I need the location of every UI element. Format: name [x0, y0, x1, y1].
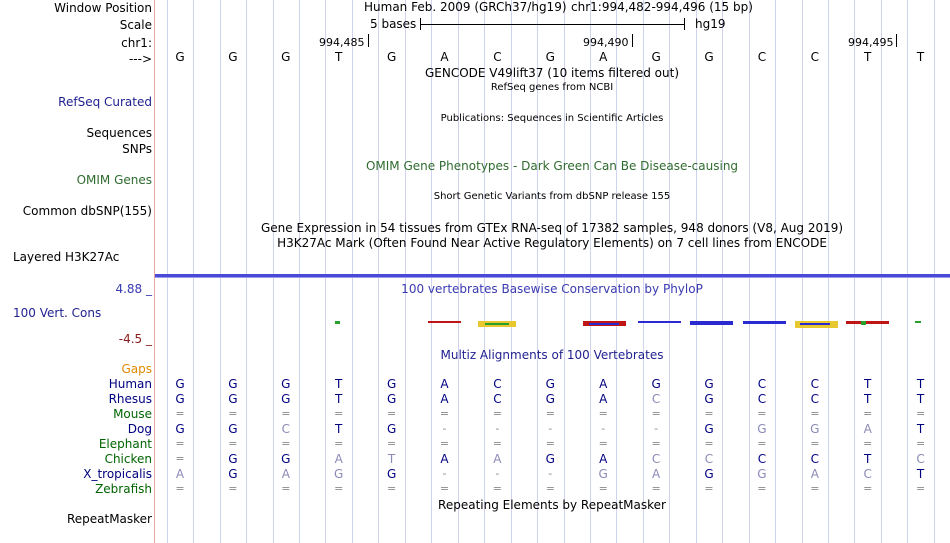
label-border	[154, 0, 155, 543]
alignment-base: =	[757, 407, 767, 420]
alignment-base: G	[334, 467, 344, 481]
alignment-base: =	[598, 407, 608, 420]
alignment-base: A	[599, 377, 608, 391]
chrom-label: chr1:	[121, 36, 152, 50]
alignment-base: A	[440, 377, 449, 391]
tick-label: 994,495	[848, 36, 894, 49]
alignment-base: -	[548, 422, 553, 435]
alignment-base: =	[439, 407, 450, 420]
alignment-base: =	[863, 407, 873, 420]
alignment-base: A	[281, 467, 290, 481]
alignment-base: G	[281, 392, 291, 406]
alignment-base: =	[175, 452, 185, 465]
alignment-base: G	[386, 377, 397, 391]
alignment-base: G	[704, 467, 714, 481]
alignment-base: G	[545, 392, 555, 406]
base-letter: A	[599, 50, 608, 64]
alignment-base: C	[757, 392, 767, 406]
logo-mark	[589, 323, 619, 325]
conservation-track-title: 100 vertebrates Basewise Conservation by PhyloP	[401, 282, 703, 296]
alignment-base: =	[757, 482, 767, 495]
alignment-base: -	[495, 467, 500, 480]
alignment-base: C	[863, 467, 872, 481]
track-separator-shadow	[155, 277, 950, 278]
conservation-max-label: 4.88 _	[115, 282, 152, 296]
gtex-track-title: Gene Expression in 54 tissues from GTEx RNA-seq of 17382 samples, 948 donors (V8, Aug 2019)	[260, 221, 844, 235]
base-letter: C	[493, 50, 502, 64]
grid-line	[749, 0, 750, 543]
alignment-base: =	[175, 437, 185, 450]
alignment-base: =	[651, 437, 661, 450]
species-label-mouse[interactable]: Mouse	[113, 407, 152, 421]
alignment-base: =	[281, 482, 291, 495]
logo-mark	[335, 321, 340, 324]
grid-line	[669, 0, 670, 543]
alignment-base: =	[704, 407, 714, 420]
alignment-base: =	[439, 437, 450, 450]
alignment-base: T	[864, 392, 872, 406]
alignment-base: =	[810, 407, 820, 420]
gaps-label: Gaps	[121, 362, 152, 376]
alignment-base: =	[228, 407, 238, 420]
tick-mark	[368, 34, 369, 47]
assembly-title: Human Feb. 2009 (GRCh37/hg19)	[364, 0, 567, 14]
alignment-base: =	[281, 407, 291, 420]
alignment-base: T	[916, 377, 925, 391]
alignment-base: -	[654, 422, 659, 435]
base-letter: T	[335, 50, 343, 64]
alignment-base: =	[598, 437, 608, 450]
grid-line	[352, 0, 353, 543]
base-letter: T	[916, 50, 925, 64]
grid-line	[378, 0, 379, 543]
alignment-base: =	[386, 407, 397, 420]
alignment-base: A	[810, 467, 819, 481]
logo-mark	[743, 321, 786, 324]
grid-line	[405, 0, 406, 543]
grid-line	[193, 0, 194, 543]
alignment-base: -	[495, 422, 500, 435]
base-letter: A	[440, 50, 449, 64]
scale-bar	[420, 24, 684, 25]
grid-line	[722, 0, 723, 543]
refseq-track-title: RefSeq genes from NCBI	[490, 82, 614, 93]
alignment-base: G	[228, 422, 238, 436]
alignment-base: C	[757, 377, 767, 391]
alignment-base: G	[386, 422, 397, 436]
alignment-base: G	[704, 392, 714, 406]
alignment-base: T	[387, 452, 396, 466]
base-letter: T	[864, 50, 872, 64]
alignment-base: =	[386, 437, 397, 450]
grid-line	[854, 0, 855, 543]
alignment-base: C	[651, 392, 661, 406]
alignment-base: A	[440, 392, 449, 406]
alignment-base: G	[386, 467, 397, 481]
grid-line	[484, 0, 485, 543]
grid-line	[696, 0, 697, 543]
alignment-base: C	[810, 452, 819, 466]
logo-mark	[638, 321, 681, 323]
alignment-base: =	[757, 437, 767, 450]
omim-genes-label[interactable]: OMIM Genes	[76, 173, 152, 187]
alignment-base: G	[545, 452, 555, 466]
alignment-base: =	[492, 407, 502, 420]
dbsnp-track-label[interactable]: Common dbSNP(155)	[22, 204, 152, 218]
grid-line	[775, 0, 776, 543]
base-letter: C	[757, 50, 767, 64]
species-label-dog[interactable]: Dog	[127, 422, 152, 436]
grid-line	[881, 0, 882, 543]
logo-mark	[846, 321, 889, 324]
grid-line	[220, 0, 221, 543]
alignment-base: =	[334, 407, 344, 420]
grid-line	[802, 0, 803, 543]
grid-line	[643, 0, 644, 543]
alignment-base: G	[175, 422, 185, 436]
alignment-base: G	[704, 377, 714, 391]
alignment-base: =	[386, 482, 397, 495]
logo-mark	[861, 321, 866, 325]
alignment-base: =	[651, 407, 661, 420]
alignment-base: G	[228, 377, 238, 391]
alignment-base: =	[915, 482, 926, 495]
alignment-base: G	[704, 422, 714, 436]
alignment-base: A	[334, 452, 343, 466]
alignment-base: T	[335, 422, 343, 436]
refseq-track-label[interactable]: RefSeq Curated	[58, 95, 152, 109]
alignment-base: -	[442, 467, 447, 480]
alignment-base: C	[916, 452, 925, 466]
conservation-logo-plot	[155, 310, 950, 335]
scale-label: Scale	[119, 18, 152, 32]
alignment-base: =	[228, 437, 238, 450]
alignment-base: =	[863, 437, 873, 450]
grid-line	[616, 0, 617, 543]
grid-line	[273, 0, 274, 543]
alignment-base: =	[598, 482, 608, 495]
alignment-base: G	[281, 452, 291, 466]
h3k27ac-track-label[interactable]: Layered H3K27Ac	[13, 250, 120, 264]
omim-phenotype-title: OMIM Gene Phenotypes - Dark Green Can Be Disease-causing	[365, 159, 739, 173]
logo-mark	[915, 321, 921, 323]
alignment-base: C	[757, 452, 767, 466]
publications-track-label[interactable]: Sequences	[86, 126, 152, 140]
alignment-base: G	[757, 467, 767, 481]
alignment-base: =	[651, 482, 661, 495]
repeatmasker-track-title: Repeating Elements by RepeatMasker	[438, 498, 666, 512]
base-letter: G	[281, 50, 291, 64]
alignment-base: G	[228, 392, 238, 406]
species-label-elephant[interactable]: Elephant	[98, 437, 152, 451]
alignment-base: A	[440, 452, 449, 466]
alignment-base: G	[281, 377, 291, 391]
species-label-rhesus[interactable]: Rhesus	[108, 392, 152, 406]
alignment-base: =	[863, 482, 873, 495]
alignment-base: G	[810, 422, 820, 436]
scale-db: hg19	[695, 17, 726, 31]
grid-line	[167, 0, 168, 543]
logo-mark	[428, 321, 461, 323]
h3k27ac-track-title: H3K27Ac Mark (Often Found Near Active Regulatory Elements) on 7 cell lines from ENCODE	[277, 236, 827, 250]
species-label-zebrafish[interactable]: Zebrafish	[95, 482, 152, 496]
position-coords: chr1:994,482-994,496 (15 bp)	[571, 0, 753, 14]
alignment-base: T	[335, 392, 343, 406]
grid-line	[325, 0, 326, 543]
scale-bar-tick-left	[420, 18, 421, 30]
alignment-base: C	[704, 452, 714, 466]
base-letter: G	[651, 50, 661, 64]
alignment-base: =	[228, 482, 238, 495]
alignment-base: T	[916, 467, 925, 481]
multiz-track-title: Multiz Alignments of 100 Vertebrates	[440, 348, 664, 362]
grid-line	[458, 0, 459, 543]
alignment-base: T	[864, 377, 872, 391]
species-label-human[interactable]: Human	[108, 377, 152, 391]
alignment-base: =	[281, 437, 291, 450]
grid-line	[907, 0, 908, 543]
base-letter: G	[175, 50, 185, 64]
alignment-base: A	[863, 422, 872, 436]
species-label-x_tropicalis[interactable]: X_tropicalis	[83, 467, 152, 481]
alignment-base: T	[864, 452, 872, 466]
alignment-base: =	[545, 407, 555, 420]
alignment-base: G	[228, 452, 238, 466]
tick-mark	[896, 34, 897, 47]
alignment-base: C	[493, 377, 502, 391]
alignment-base: -	[548, 467, 553, 480]
alignment-base: =	[334, 437, 344, 450]
alignment-base: G	[598, 467, 608, 481]
base-letter: C	[810, 50, 819, 64]
alignment-base: =	[492, 437, 502, 450]
alignment-base: A	[599, 452, 608, 466]
alignment-base: =	[545, 482, 555, 495]
alignment-base: T	[335, 377, 343, 391]
alignment-base: A	[493, 452, 502, 466]
alignment-base: C	[810, 377, 819, 391]
alignment-base: C	[493, 392, 502, 406]
alignment-base: =	[915, 407, 926, 420]
alignment-base: =	[810, 482, 820, 495]
grid-line	[299, 0, 300, 543]
dbsnp-track-title: Short Genetic Variants from dbSNP release 155	[433, 191, 671, 202]
grid-line	[934, 0, 935, 543]
tick-label: 994,485	[319, 36, 365, 49]
alignment-base: G	[175, 392, 185, 406]
alignment-base: C	[281, 422, 290, 436]
alignment-base: G	[386, 392, 397, 406]
alignment-base: G	[651, 377, 661, 391]
strand-label: --->	[128, 52, 152, 66]
alignment-base: -	[601, 422, 606, 435]
conservation-track-label[interactable]: 100 Vert. Cons	[13, 306, 102, 320]
tick-mark	[632, 34, 633, 47]
alignment-base: A	[599, 392, 608, 406]
grid-line	[246, 0, 247, 543]
alignment-base: C	[810, 392, 819, 406]
alignment-base: A	[175, 467, 185, 481]
grid-line	[431, 0, 432, 543]
logo-mark	[690, 321, 733, 325]
alignment-base: =	[810, 437, 820, 450]
publications-track-title: Publications: Sequences in Scientific Articles	[440, 113, 664, 124]
alignment-base: T	[916, 422, 925, 436]
alignment-base: =	[704, 482, 714, 495]
logo-mark	[800, 323, 830, 325]
alignment-base: A	[651, 467, 661, 481]
alignment-base: G	[545, 377, 555, 391]
alignment-base: -	[442, 422, 447, 435]
alignment-base: T	[916, 392, 925, 406]
gencode-track-title[interactable]: GENCODE V49lift37 (10 items filtered out)	[424, 66, 680, 80]
alignment-base: G	[228, 467, 238, 481]
alignment-base: =	[915, 437, 926, 450]
alignment-base: =	[334, 482, 344, 495]
alignment-base: =	[492, 482, 502, 495]
conservation-min-label: -4.5 _	[118, 332, 152, 346]
base-letter: G	[228, 50, 238, 64]
snps-track-label[interactable]: SNPs	[122, 142, 152, 156]
repeatmasker-track-label[interactable]: RepeatMasker	[66, 512, 152, 526]
scale-bar-tick-right	[684, 18, 685, 30]
base-letter: G	[545, 50, 555, 64]
alignment-base: =	[545, 437, 555, 450]
tick-label: 994,490	[583, 36, 629, 49]
alignment-base: C	[651, 452, 661, 466]
window-position-label: Window Position	[54, 1, 152, 15]
base-letter: G	[386, 50, 397, 64]
scale-text: 5 bases	[370, 17, 417, 31]
logo-mark	[485, 323, 509, 325]
alignment-base: =	[704, 437, 714, 450]
grid-line	[828, 0, 829, 543]
species-label-chicken[interactable]: Chicken	[104, 452, 152, 466]
alignment-base: =	[175, 482, 185, 495]
alignment-base: G	[175, 377, 185, 391]
alignment-base: G	[757, 422, 767, 436]
base-letter: G	[704, 50, 714, 64]
alignment-base: =	[439, 482, 450, 495]
alignment-base: =	[175, 407, 185, 420]
